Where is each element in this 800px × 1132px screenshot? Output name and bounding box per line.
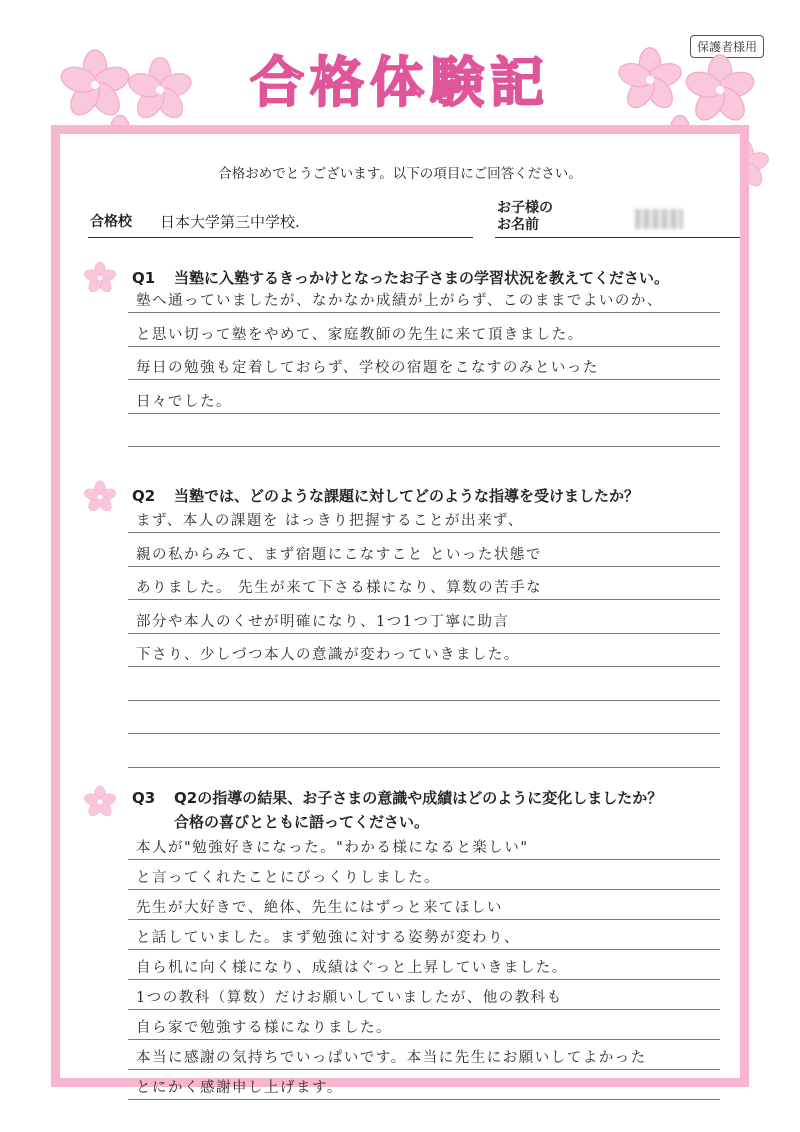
q3-answer-line: 自ら家で勉強する様になりました。	[128, 1011, 720, 1040]
q3-answer-line: と話していました。まず勉強に対する姿勢が変わり、	[128, 921, 720, 950]
school-label: 合格校	[90, 214, 132, 230]
q2-answer-line: 親の私からみて、まず宿題にこなすこと といった状態で	[128, 538, 720, 567]
q1-answer-line	[128, 418, 720, 447]
q1-answer-line: 日々でした。	[128, 385, 720, 414]
q1-answer-line: 塾へ通っていましたが、なかなか成績が上がらず、このままでよいのか、	[128, 284, 720, 313]
q3-answer-line: 先生が大好きで、絶体、先生にはずっと来てほしい	[128, 891, 720, 920]
q1-answer-line: 毎日の勉強も定着しておらず、学校の宿題をこなすのみといった	[128, 351, 720, 380]
child-name-label-line1: お子様の	[497, 200, 553, 216]
q3-heading	[132, 786, 662, 834]
q3-answer-line: 本人が"勉強好きになった。"わかる様になると楽しい"	[128, 831, 720, 860]
q2-question: 当塾では、どのような課題に対してどのような指導を受けましたか？	[174, 487, 640, 505]
child-name-label	[497, 200, 553, 234]
form-frame	[51, 125, 749, 1096]
q2-answer-line: 下さり、少しづつ本人の意識が変わっていきました。	[128, 638, 720, 667]
child-name-underline	[495, 237, 740, 238]
q2-answer-line	[128, 672, 720, 701]
q1-number: Q1	[132, 269, 156, 287]
q1-blossom-icon	[82, 260, 118, 296]
school-underline	[88, 237, 473, 238]
q3-answer-line: とにかく感謝申し上げます。	[128, 1071, 720, 1100]
guardian-badge: 保護者様用	[690, 35, 764, 58]
q3-number: Q3	[132, 789, 156, 807]
school-value: 日本大学第三中学校.	[160, 213, 300, 231]
q2-answer-line: まず、本人の課題を はっきり把握することが出来ず、	[128, 504, 720, 533]
q3-question-line2: 合格の喜びとともに語ってください。	[174, 813, 430, 831]
child-name-label-line2: お名前	[497, 217, 539, 233]
intro-text: 合格おめでとうございます。以下の項目にご回答ください。	[218, 166, 582, 182]
child-name-redacted	[635, 209, 683, 229]
q3-question-line1: Q2の指導の結果、お子さまの意識や成績はどのように変化しましたか？	[174, 789, 663, 807]
q3-answer-line: 本当に感謝の気持ちでいっぱいです。本当に先生にお願いしてよかった	[128, 1041, 720, 1070]
q1-answer-line: と思い切って塾をやめて、家庭教師の先生に来て頂きました。	[128, 318, 720, 347]
q1-question: 当塾に入塾するきっかけとなったお子さまの学習状況を教えてください。	[174, 269, 670, 287]
q2-answer-line: 部分や本人のくせが明確になり、1つ1つ丁寧に助言	[128, 605, 720, 634]
q2-answer-line	[128, 739, 720, 768]
q2-blossom-icon	[82, 479, 118, 515]
q3-blossom-icon	[82, 784, 118, 820]
page-title: 合格体験記	[250, 51, 550, 114]
q3-answer-line: と言ってくれたことにびっくりしました。	[128, 861, 720, 890]
q3-answer-line: 1つの教科（算数）だけお願いしていましたが、他の教科も	[128, 981, 720, 1010]
q2-answer-line	[128, 705, 720, 734]
q2-answer-line: ありました。 先生が来て下さる様になり、算数の苦手な	[128, 571, 720, 600]
q3-answer-line: 自ら机に向く様になり、成績はぐっと上昇していきました。	[128, 951, 720, 980]
q2-number: Q2	[132, 487, 156, 505]
